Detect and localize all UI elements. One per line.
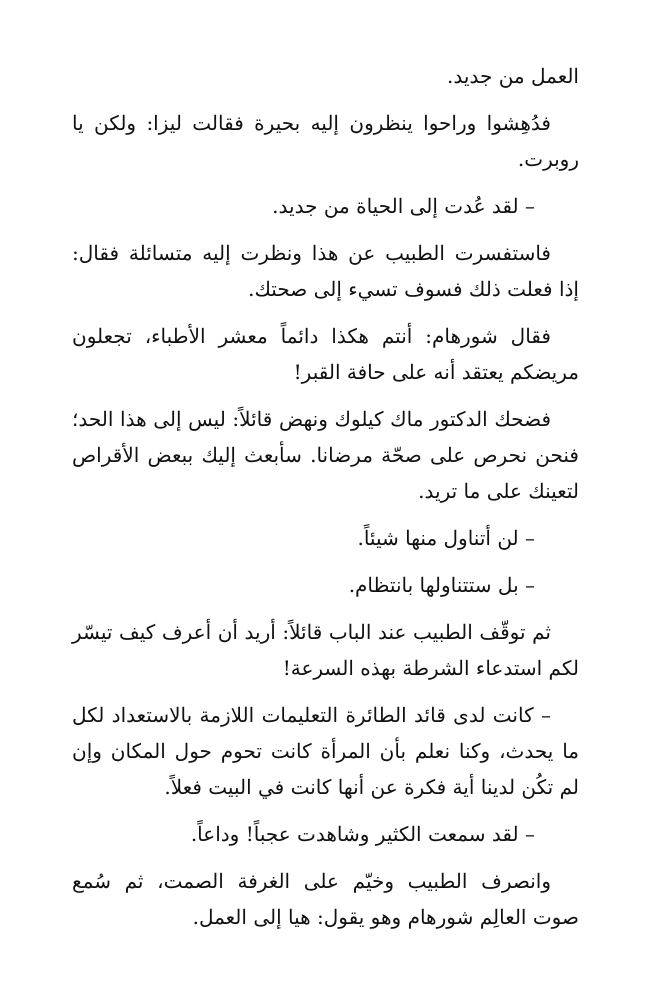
paragraph-2: فدُهِشوا وراحوا ينظرون إليه بحيرة فقالت ليزا: ولكن يا روبرت. xyxy=(72,111,579,171)
dialogue-line-1: – لقد عُدت إلى الحياة من جديد. xyxy=(272,194,535,218)
paragraph-4: فقال شورهام: أنتم هكذا دائماً معشر الأطباء، تجعلون مريضكم يعتقد أنه على حافة القبر! xyxy=(72,324,579,384)
dialogue-line-4: – لقد سمعت الكثير وشاهدت عجباً! وداعاً. xyxy=(190,822,535,846)
paragraph-6: ثم توقّف الطبيب عند الباب قائلاً: أريد أن أعرف كيف تيسّر لكم استدعاء الشرطة بهذه السرعة! xyxy=(72,620,579,680)
paragraph-8: وانصرف الطبيب وخيّم على الغرفة الصمت، ثم سُمع صوت العالِم شورهام وهو يقول: هيا إلى العمل. xyxy=(72,869,579,929)
dialogue-line-3: – بل ستتناولها بانتظام. xyxy=(348,573,535,597)
dialogue-line-2: – لن أتناول منها شيئاً. xyxy=(357,526,535,550)
paragraph-1: العمل من جديد. xyxy=(447,64,579,88)
paragraph-5: فضحك الدكتور ماك كيلوك ونهض قائلاً: ليس إلى هذا الحد؛ فنحن نحرص على صحّة مرضانا. سأبعث إليك ببعض الأقراص لتعينك على ما تريد. xyxy=(72,407,579,503)
paragraph-3: فاستفسرت الطبيب عن هذا ونظرت إليه متسائلة فقال: إذا فعلت ذلك فسوف تسيء إلى صحتك. xyxy=(72,241,579,301)
paragraph-7: – كانت لدى قائد الطائرة التعليمات اللازمة بالاستعداد لكل ما يحدث، وكنا نعلم بأن المرأة كانت تحوم حول المكان وإن لم تكُن لدينا أية فكرة عن أنها كانت في البيت فعلاً. xyxy=(72,703,579,799)
